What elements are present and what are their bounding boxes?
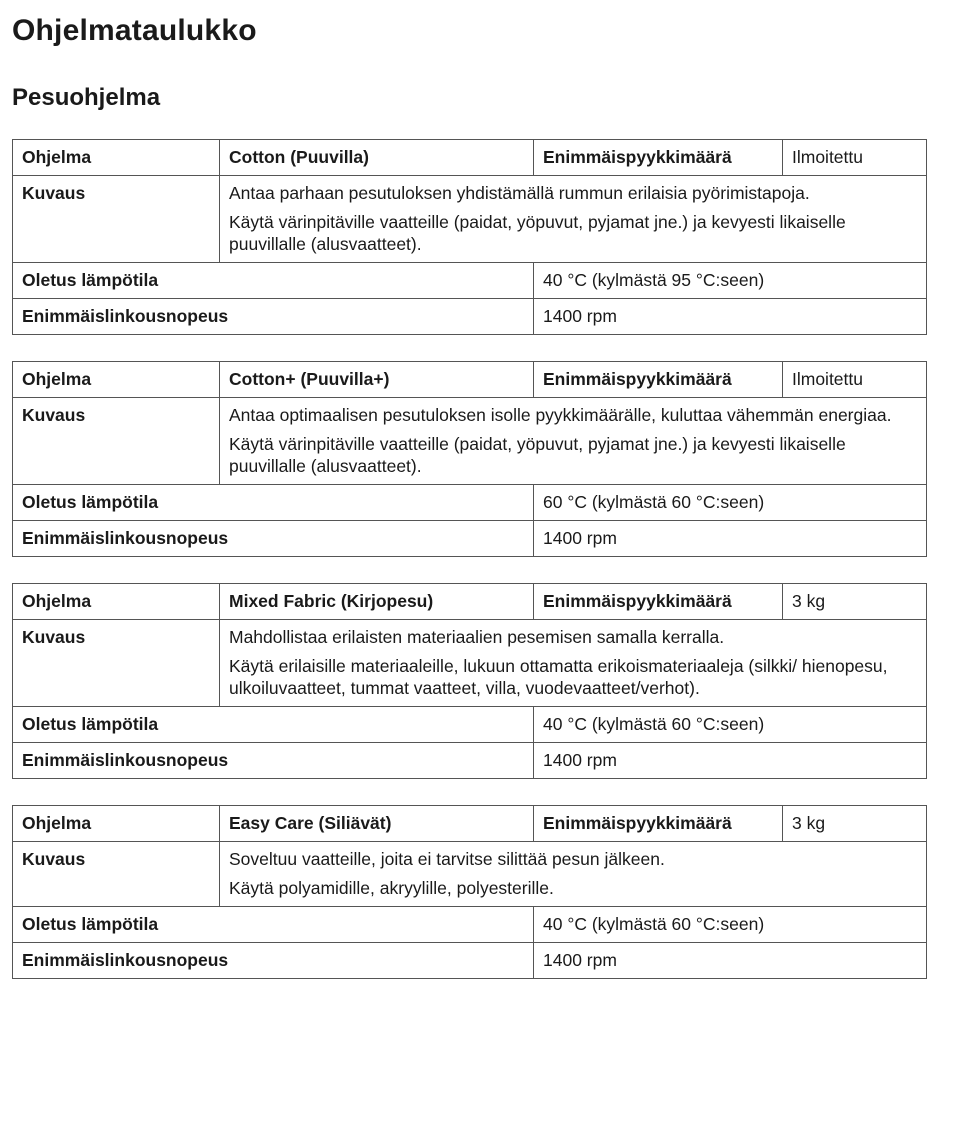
max-spin-value: 1400 rpm: [534, 521, 927, 557]
description-text: Käytä polyamidille, akryylille, polyesterille.: [229, 878, 554, 898]
max-spin-row: [13, 299, 927, 335]
program-label: Ohjelma: [13, 806, 220, 842]
max-load-label: Enimmäispyykkimäärä: [534, 584, 783, 620]
section-title: Pesuohjelma: [12, 84, 161, 111]
description-label: Kuvaus: [13, 398, 220, 485]
max-load-value: 3 kg: [783, 806, 927, 842]
description-row: [13, 842, 927, 907]
description-row: [13, 620, 927, 707]
default-temp-value: 60 °C (kylmästä 60 °C:seen): [534, 485, 927, 521]
program-table-cotton: [12, 139, 927, 335]
program-name: Cotton+ (Puuvilla+): [220, 362, 534, 398]
max-spin-value: 1400 rpm: [534, 743, 927, 779]
default-temp-value: 40 °C (kylmästä 60 °C:seen): [534, 707, 927, 743]
max-spin-label: Enimmäislinkousnopeus: [13, 943, 534, 979]
program-label: Ohjelma: [13, 584, 220, 620]
program-table-easy-care: [12, 805, 927, 979]
max-spin-label: Enimmäislinkousnopeus: [13, 521, 534, 557]
default-temp-label: Oletus lämpötila: [13, 263, 534, 299]
description-text: Käytä värinpitäville vaatteille (paidat, yöpuvut, pyjamat jne.) ja kevyesti likaiselle puuvillalle (alusvaatteet).: [229, 434, 846, 476]
max-spin-label: Enimmäislinkousnopeus: [13, 743, 534, 779]
description-cell: [220, 620, 927, 707]
default-temp-value: 40 °C (kylmästä 60 °C:seen): [534, 907, 927, 943]
description-cell: [220, 842, 927, 907]
program-row: [13, 140, 927, 176]
max-load-value: 3 kg: [783, 584, 927, 620]
description-text: Antaa optimaalisen pesutuloksen isolle pyykkimäärälle, kuluttaa vähemmän energiaa.: [229, 405, 892, 425]
program-table-mixed-fabric: [12, 583, 927, 779]
program-name: Mixed Fabric (Kirjopesu): [220, 584, 534, 620]
max-spin-row: [13, 521, 927, 557]
max-load-label: Enimmäispyykkimäärä: [534, 362, 783, 398]
max-spin-row: [13, 743, 927, 779]
max-load-label: Enimmäispyykkimäärä: [534, 806, 783, 842]
max-load-value: Ilmoitettu: [783, 140, 927, 176]
default-temp-value: 40 °C (kylmästä 95 °C:seen): [534, 263, 927, 299]
default-temp-row: [13, 707, 927, 743]
max-spin-value: 1400 rpm: [534, 943, 927, 979]
description-label: Kuvaus: [13, 176, 220, 263]
program-table-cotton-plus: [12, 361, 927, 557]
page-title: Ohjelmataulukko: [12, 14, 257, 47]
description-text: Soveltuu vaatteille, joita ei tarvitse silittää pesun jälkeen.: [229, 849, 665, 869]
description-text: Käytä erilaisille materiaaleille, lukuun ottamatta erikoismateriaaleja (silkki/ hienopesu, ulkoiluvaatteet, tummat vaatteet, villa, vuodevaatteet/verhot).: [229, 656, 888, 698]
description-text: Mahdollistaa erilaisten materiaalien pesemisen samalla kerralla.: [229, 627, 725, 647]
default-temp-row: [13, 263, 927, 299]
default-temp-row: [13, 485, 927, 521]
description-row: [13, 176, 927, 263]
max-load-value: Ilmoitettu: [783, 362, 927, 398]
program-label: Ohjelma: [13, 140, 220, 176]
description-row: [13, 398, 927, 485]
description-label: Kuvaus: [13, 842, 220, 907]
program-row: [13, 806, 927, 842]
program-row: [13, 584, 927, 620]
max-spin-value: 1400 rpm: [534, 299, 927, 335]
max-spin-label: Enimmäislinkousnopeus: [13, 299, 534, 335]
description-text: Antaa parhaan pesutuloksen yhdistämällä rummun erilaisia pyörimistapoja.: [229, 183, 810, 203]
program-tables: [12, 139, 926, 979]
default-temp-label: Oletus lämpötila: [13, 485, 534, 521]
program-label: Ohjelma: [13, 362, 220, 398]
default-temp-label: Oletus lämpötila: [13, 707, 534, 743]
description-cell: [220, 176, 927, 263]
description-cell: [220, 398, 927, 485]
program-row: [13, 362, 927, 398]
program-name: Easy Care (Siliävät): [220, 806, 534, 842]
max-load-label: Enimmäispyykkimäärä: [534, 140, 783, 176]
description-label: Kuvaus: [13, 620, 220, 707]
default-temp-label: Oletus lämpötila: [13, 907, 534, 943]
program-name: Cotton (Puuvilla): [220, 140, 534, 176]
description-text: Käytä värinpitäville vaatteille (paidat, yöpuvut, pyjamat jne.) ja kevyesti likaiselle puuvillalle (alusvaatteet).: [229, 212, 846, 254]
max-spin-row: [13, 943, 927, 979]
default-temp-row: [13, 907, 927, 943]
